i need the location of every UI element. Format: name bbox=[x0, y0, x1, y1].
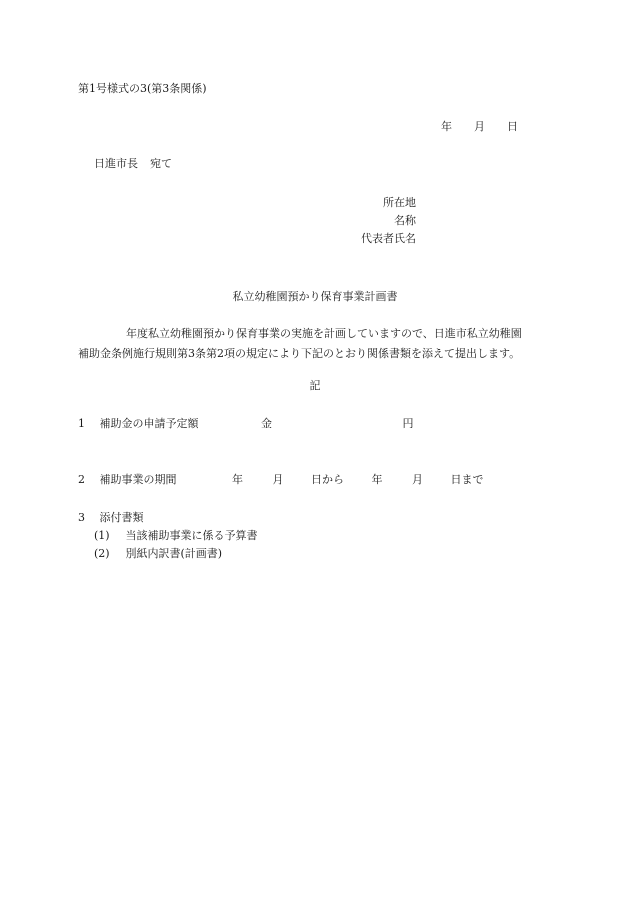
date-line bbox=[441, 121, 518, 132]
item-3 bbox=[78, 512, 144, 523]
item-2 bbox=[78, 474, 484, 485]
document-title: 私立幼稚園預かり保育事業計画書 bbox=[232, 290, 398, 303]
item-2-to-month: 月 bbox=[412, 473, 423, 486]
body-line-1: 年度私立幼稚園預かり保育事業の実施を計画していますので、日進市私立幼稚園 bbox=[126, 327, 522, 340]
date-day-label: 日 bbox=[507, 120, 518, 133]
item-1-prefix: 金 bbox=[261, 417, 272, 430]
applicant-block bbox=[361, 194, 416, 248]
addressee-name: 日進市長 bbox=[94, 157, 138, 170]
item-1-label: 補助金の申請予定額 bbox=[99, 417, 199, 430]
item-2-to-day: 日まで bbox=[450, 473, 484, 486]
applicant-representative-label: 代表者氏名 bbox=[361, 232, 416, 245]
applicant-address-label: 所在地 bbox=[383, 196, 416, 209]
item-2-label: 補助事業の期間 bbox=[99, 473, 177, 486]
date-year-label: 年 bbox=[441, 120, 452, 133]
date-month-label: 月 bbox=[474, 120, 485, 133]
subitem-1-label: 当該補助事業に係る予算書 bbox=[125, 529, 258, 542]
item-3-number: 3 bbox=[78, 511, 85, 524]
item-3-subitem-1 bbox=[94, 530, 258, 541]
ki-heading: 記 bbox=[309, 379, 321, 392]
subitem-1-number: (1) bbox=[94, 529, 110, 542]
item-1 bbox=[78, 418, 414, 429]
form-number: 第1号様式の3(第3条関係) bbox=[78, 82, 207, 95]
body-text bbox=[78, 324, 558, 364]
subitem-2-number: (2) bbox=[94, 547, 110, 560]
item-3-subitem-2 bbox=[94, 548, 222, 559]
item-2-from-day: 日から bbox=[311, 473, 344, 486]
item-2-number: 2 bbox=[78, 473, 85, 486]
addressee-suffix: 宛て bbox=[150, 157, 172, 170]
item-2-to-year: 年 bbox=[371, 473, 383, 486]
item-3-label: 添付書類 bbox=[99, 511, 144, 524]
body-line-2: 補助金条例施行規則第3条第2項の規定により下記のとおり関係書類を添えて提出します。 bbox=[78, 347, 521, 360]
applicant-name-label: 名称 bbox=[394, 214, 416, 227]
item-2-from-month: 月 bbox=[272, 473, 284, 486]
subitem-2-label: 別紙内訳書(計画書) bbox=[125, 547, 223, 560]
item-2-from-year: 年 bbox=[232, 473, 243, 486]
addressee bbox=[94, 158, 172, 169]
item-1-unit: 円 bbox=[402, 417, 414, 430]
item-1-number: 1 bbox=[78, 417, 85, 430]
